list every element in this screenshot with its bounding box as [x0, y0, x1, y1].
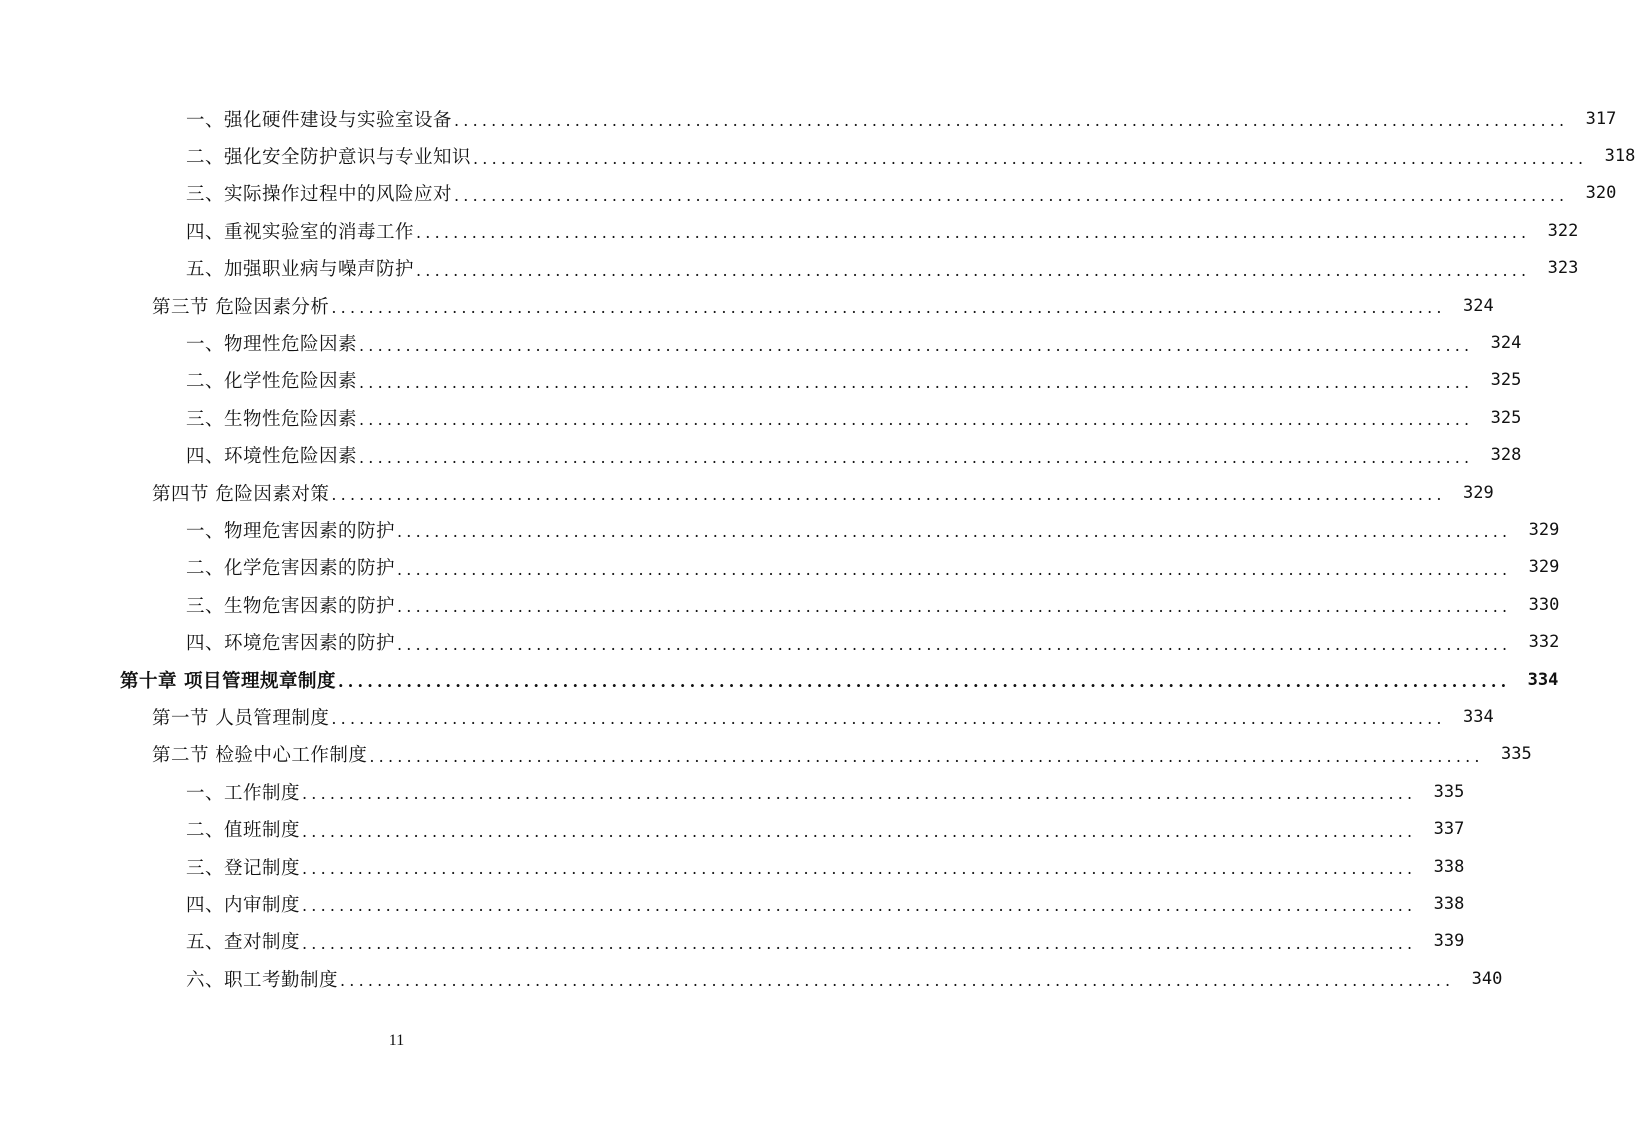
toc-dot-leader: ........................................................................................................................ [302, 784, 1417, 804]
toc-entry-title: 五、加强职业病与噪声防护 [186, 259, 415, 281]
toc-entry-page-number: 335 [1500, 744, 1532, 765]
toc-subsection-entry[interactable] [0, 137, 1635, 174]
toc-subsection-entry[interactable] [0, 250, 1579, 287]
toc-subsection-entry[interactable] [0, 773, 1465, 810]
toc-section-entry[interactable] [0, 287, 1494, 324]
toc-dot-leader: ........................................................................................................................ [331, 709, 1446, 729]
toc-entry-title: 三、生物性危险因素 [186, 408, 358, 430]
toc-subsection-entry[interactable] [0, 175, 1617, 212]
toc-subsection-entry[interactable] [0, 848, 1465, 885]
toc-dot-leader: ........................................................................................................................ [416, 260, 1531, 280]
toc-entry-page-number: 335 [1433, 781, 1465, 802]
toc-subsection-entry[interactable] [0, 623, 1560, 660]
toc-dot-leader: ........................................................................................................................ [397, 522, 1512, 542]
toc-dot-leader: ........................................................................................................................ [302, 933, 1417, 953]
toc-entry-title: 三、生物危害因素的防护 [186, 595, 396, 617]
toc-entry-page-number: 328 [1490, 445, 1522, 466]
toc-section-entry[interactable] [0, 698, 1494, 735]
toc-subsection-entry[interactable] [0, 437, 1522, 474]
toc-subsection-entry[interactable] [0, 511, 1560, 548]
toc-entry-title: 第三节 危险因素分析 [152, 296, 330, 318]
toc-entry-title: 一、强化硬件建设与实验室设备 [186, 109, 453, 131]
toc-subsection-entry[interactable] [0, 549, 1560, 586]
toc-dot-leader: ........................................................................................................................ [416, 223, 1531, 243]
toc-dot-leader: ........................................................................................................................ [331, 485, 1446, 505]
toc-entry-title: 第十章 项目管理规章制度 [120, 670, 336, 692]
toc-dot-leader: ........................................................................................................................ [340, 971, 1455, 991]
toc-dot-leader: ........................................................................................................................ [302, 896, 1417, 916]
toc-entry-page-number: 329 [1528, 519, 1560, 540]
toc-entry-page-number: 329 [1462, 482, 1494, 503]
toc-dot-leader: ........................................................................................................................ [454, 185, 1569, 205]
toc-entry-page-number: 340 [1471, 968, 1503, 989]
toc-dot-leader: ........................................................................................................................ [369, 746, 1484, 766]
toc-entry-title: 三、登记制度 [186, 857, 301, 879]
toc-chapter-entry[interactable] [0, 661, 1559, 698]
toc-entry-page-number: 324 [1490, 333, 1522, 354]
toc-dot-leader: ........................................................................................................................ [397, 597, 1512, 617]
toc-subsection-entry[interactable] [0, 810, 1465, 847]
toc-entry-title: 第一节 人员管理制度 [152, 707, 330, 729]
toc-entry-page-number: 337 [1433, 819, 1465, 840]
toc-entry-title: 四、环境危害因素的防护 [186, 633, 396, 655]
toc-dot-leader: ........................................................................................................................ [473, 148, 1588, 168]
toc-entry-title: 二、化学危害因素的防护 [186, 558, 396, 580]
toc-section-entry[interactable] [0, 736, 1532, 773]
toc-entry-page-number: 339 [1433, 931, 1465, 952]
toc-subsection-entry[interactable] [0, 586, 1560, 623]
toc-entry-title: 第四节 危险因素对策 [152, 483, 330, 505]
toc-entry-page-number: 330 [1528, 594, 1560, 615]
toc-entry-title: 二、化学性危险因素 [186, 371, 358, 393]
toc-dot-leader: ........................................................................................................................ [337, 672, 1511, 692]
page-number: 11 [388, 1032, 405, 1049]
toc-entry-title: 六、职工考勤制度 [186, 969, 339, 991]
toc-entry-page-number: 317 [1585, 108, 1617, 129]
toc-subsection-entry[interactable] [0, 324, 1522, 361]
toc-entry-page-number: 332 [1528, 632, 1560, 653]
toc-entry-page-number: 324 [1462, 295, 1494, 316]
toc-dot-leader: ........................................................................................................................ [397, 559, 1512, 579]
toc-subsection-entry[interactable] [0, 212, 1579, 249]
toc-subsection-entry[interactable] [0, 960, 1503, 997]
toc-entry-title: 一、工作制度 [186, 782, 301, 804]
toc-subsection-entry[interactable] [0, 885, 1465, 922]
toc-entry-page-number: 334 [1462, 706, 1494, 727]
toc-dot-leader: ........................................................................................................................ [454, 111, 1569, 131]
toc-entry-page-number: 325 [1490, 407, 1522, 428]
toc-entry-title: 四、环境性危险因素 [186, 446, 358, 468]
toc-entry-title: 五、查对制度 [186, 932, 301, 954]
toc-entry-page-number: 325 [1490, 370, 1522, 391]
toc-entry-page-number: 320 [1585, 183, 1617, 204]
toc-dot-leader: ........................................................................................................................ [359, 372, 1474, 392]
toc-subsection-entry[interactable] [0, 923, 1465, 960]
toc-entry-title: 一、物理性危险因素 [186, 334, 358, 356]
toc-entry-title: 第二节 检验中心工作制度 [152, 745, 368, 767]
toc-entry-title: 三、实际操作过程中的风险应对 [186, 184, 453, 206]
toc-entry-title: 四、重视实验室的消毒工作 [186, 221, 415, 243]
toc-subsection-entry[interactable] [0, 362, 1522, 399]
toc-dot-leader: ........................................................................................................................ [359, 410, 1474, 430]
toc-subsection-entry[interactable] [0, 100, 1617, 137]
table-of-contents [0, 100, 1635, 997]
toc-entry-page-number: 334 [1527, 669, 1559, 690]
toc-entry-page-number: 329 [1528, 557, 1560, 578]
toc-dot-leader: ........................................................................................................................ [302, 821, 1417, 841]
toc-dot-leader: ........................................................................................................................ [302, 859, 1417, 878]
toc-subsection-entry[interactable] [0, 399, 1522, 436]
toc-entry-page-number: 318 [1604, 146, 1635, 167]
toc-entry-page-number: 322 [1547, 220, 1579, 241]
toc-entry-title: 二、值班制度 [186, 820, 301, 842]
toc-dot-leader: ........................................................................................................................ [359, 447, 1474, 467]
toc-entry-title: 一、物理危害因素的防护 [186, 520, 396, 542]
toc-dot-leader: ........................................................................................................................ [397, 634, 1512, 654]
toc-entry-page-number: 338 [1433, 893, 1465, 914]
toc-section-entry[interactable] [0, 474, 1494, 511]
toc-dot-leader: ........................................................................................................................ [359, 335, 1474, 355]
toc-entry-page-number: 338 [1433, 856, 1465, 877]
toc-entry-title: 四、内审制度 [186, 894, 301, 916]
toc-entry-page-number: 323 [1547, 258, 1579, 279]
toc-dot-leader: ........................................................................................................................ [331, 298, 1446, 318]
toc-entry-title: 二、强化安全防护意识与专业知识 [186, 147, 472, 169]
